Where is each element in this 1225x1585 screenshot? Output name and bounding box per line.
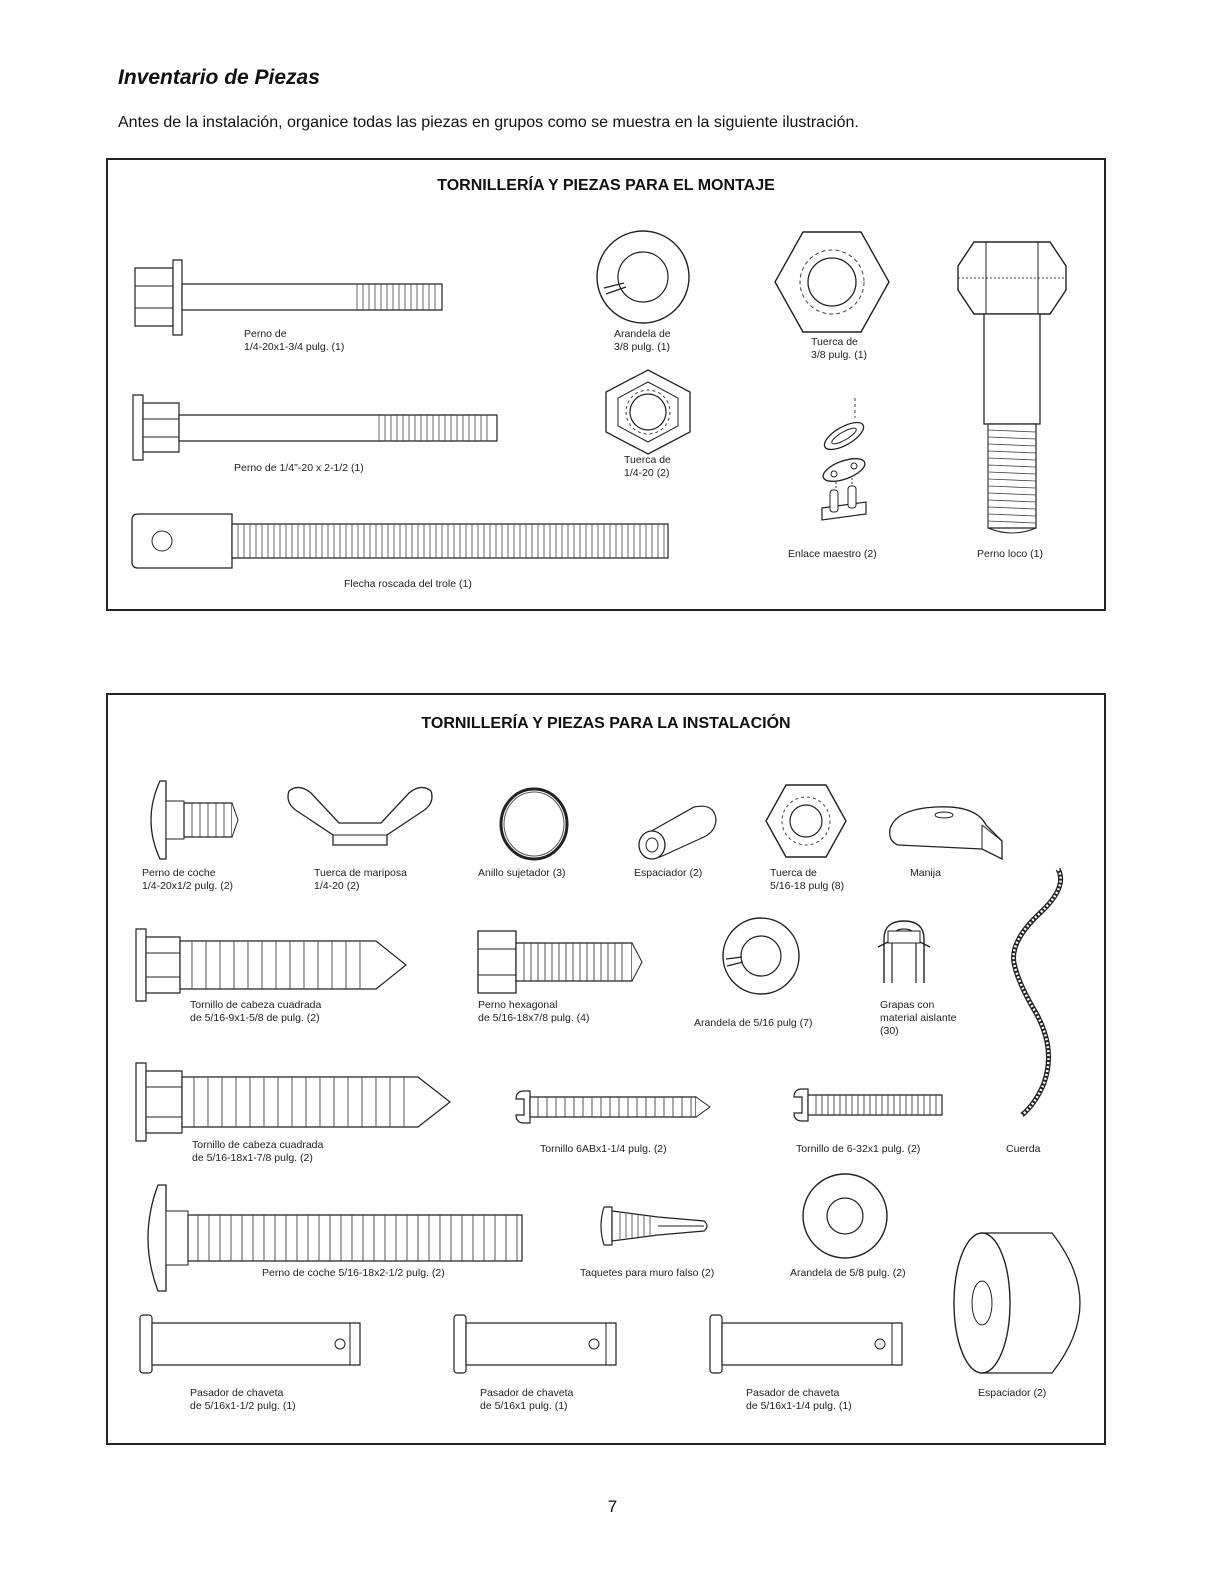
bolt-short-drawing: [135, 260, 445, 335]
spacer-small-drawing: [634, 801, 718, 861]
idler-bolt-drawing: [956, 240, 1068, 538]
spacer-large-drawing: [950, 1229, 1084, 1377]
idler-bolt-label: Perno loco (1): [977, 548, 1043, 560]
keps-nut-14-drawing: [600, 368, 696, 456]
insulated-staples-drawing: [874, 917, 934, 987]
handle-drawing: [886, 803, 1006, 863]
lag-screw-158-label: Tornillo de cabeza cuadrada de 5/16-9x1-5/8 de pulg. (2): [190, 999, 322, 1024]
carriage-bolt-small-label: Perno de coche 1/4-20x1/2 pulg. (2): [142, 867, 234, 892]
page-title: Inventario de Piezas: [118, 66, 320, 89]
spacer-large-label: Espaciador (2): [978, 1387, 1047, 1399]
washer-38-label: Arandela de 3/8 pulg. (1): [614, 328, 671, 353]
hex-nut-38-drawing: [773, 230, 891, 334]
nut-38-label: Tuerca de 3/8 pulg. (1): [811, 336, 868, 361]
lag-screw-178-drawing: [136, 1059, 456, 1145]
lag-screw-158-drawing: [136, 925, 416, 1005]
nut-516-label: Tuerca de 5/16-18 pulg (8): [770, 867, 845, 892]
lag-screw-178-label: Tornillo de cabeza cuadrada de 5/16-18x1-7/8 pulg. (2): [192, 1139, 324, 1164]
drywall-anchor-drawing: [598, 1203, 710, 1249]
master-link-label: Enlace maestro (2): [788, 548, 877, 560]
lock-washer-516-drawing: [720, 915, 802, 997]
ring-fastener-drawing: [498, 787, 570, 861]
page-number: 7: [607, 1497, 618, 1516]
hex-bolt-label: Perno hexagonal de 5/16-18x7/8 pulg. (4): [478, 999, 590, 1024]
lock-washer-38-drawing: [594, 228, 692, 326]
mounting-heading: TORNILLERÍA Y PIEZAS PARA EL MONTAJE: [437, 177, 775, 194]
carriage-bolt-small-drawing: [142, 779, 242, 861]
nut-14-label: Tuerca de 1/4-20 (2): [624, 454, 671, 479]
master-link-drawing: [808, 398, 878, 538]
screw-632-label: Tornillo de 6-32x1 pulg. (2): [796, 1143, 921, 1155]
bolt-long-drawing: [133, 385, 503, 470]
installation-heading: TORNILLERÍA Y PIEZAS PARA LA INSTALACIÓN: [421, 715, 791, 732]
wing-nut-label: Tuerca de mariposa 1/4-20 (2): [314, 867, 407, 892]
trolley-shaft-label: Flecha roscada del trole (1): [344, 578, 472, 590]
staples-label: Grapas con material aislante (30): [880, 999, 957, 1037]
flat-washer-58-drawing: [800, 1171, 890, 1261]
washer-58-label: Arandela de 5/8 pulg. (2): [790, 1267, 906, 1279]
washer-516-label: Arandela de 5/16 pulg (7): [694, 1017, 813, 1029]
clevis-pin-114-drawing: [708, 1313, 908, 1375]
mounting-hardware-panel: [106, 158, 1106, 611]
hex-bolt-drawing: [476, 929, 646, 995]
carriage-bolt-long-label: Perno de coche 5/16-18x2-1/2 pulg. (2): [262, 1267, 445, 1279]
screw-632-drawing: [792, 1085, 946, 1125]
bolt-long-label: Perno de 1/4"-20 x 2-1/2 (1): [234, 462, 364, 474]
bolt-short-label: Perno de 1/4-20x1-3/4 pulg. (1): [244, 328, 345, 353]
handle-label: Manija: [910, 867, 941, 879]
trolley-threaded-shaft-drawing: [132, 510, 672, 572]
clevis-pin-114-label: Pasador de chaveta de 5/16x1-1/4 pulg. (1): [746, 1387, 852, 1412]
rope-label: Cuerda: [1006, 1143, 1041, 1155]
screw-6ab-label: Tornillo 6ABx1-1/4 pulg. (2): [540, 1143, 667, 1155]
clevis-pin-1-drawing: [452, 1313, 622, 1375]
clevis-pin-1-label: Pasador de chaveta de 5/16x1 pulg. (1): [480, 1387, 574, 1412]
clevis-pin-112-label: Pasador de chaveta de 5/16x1-1/2 pulg. (1): [190, 1387, 296, 1412]
hex-nut-516-drawing: [764, 783, 848, 859]
intro-text: Antes de la instalación, organice todas las piezas en grupos como se muestra en la siguiente ilustración.: [118, 114, 859, 131]
ring-fastener-label: Anillo sujetador (3): [478, 867, 566, 879]
screw-6ab-drawing: [514, 1087, 714, 1127]
drywall-anchor-label: Taquetes para muro falso (2): [580, 1267, 715, 1279]
installation-hardware-panel: [106, 693, 1106, 1445]
clevis-pin-112-drawing: [138, 1313, 368, 1375]
wing-nut-drawing: [285, 783, 435, 849]
spacer-small-label: Espaciador (2): [634, 867, 703, 879]
rope-drawing: [1000, 863, 1070, 1123]
